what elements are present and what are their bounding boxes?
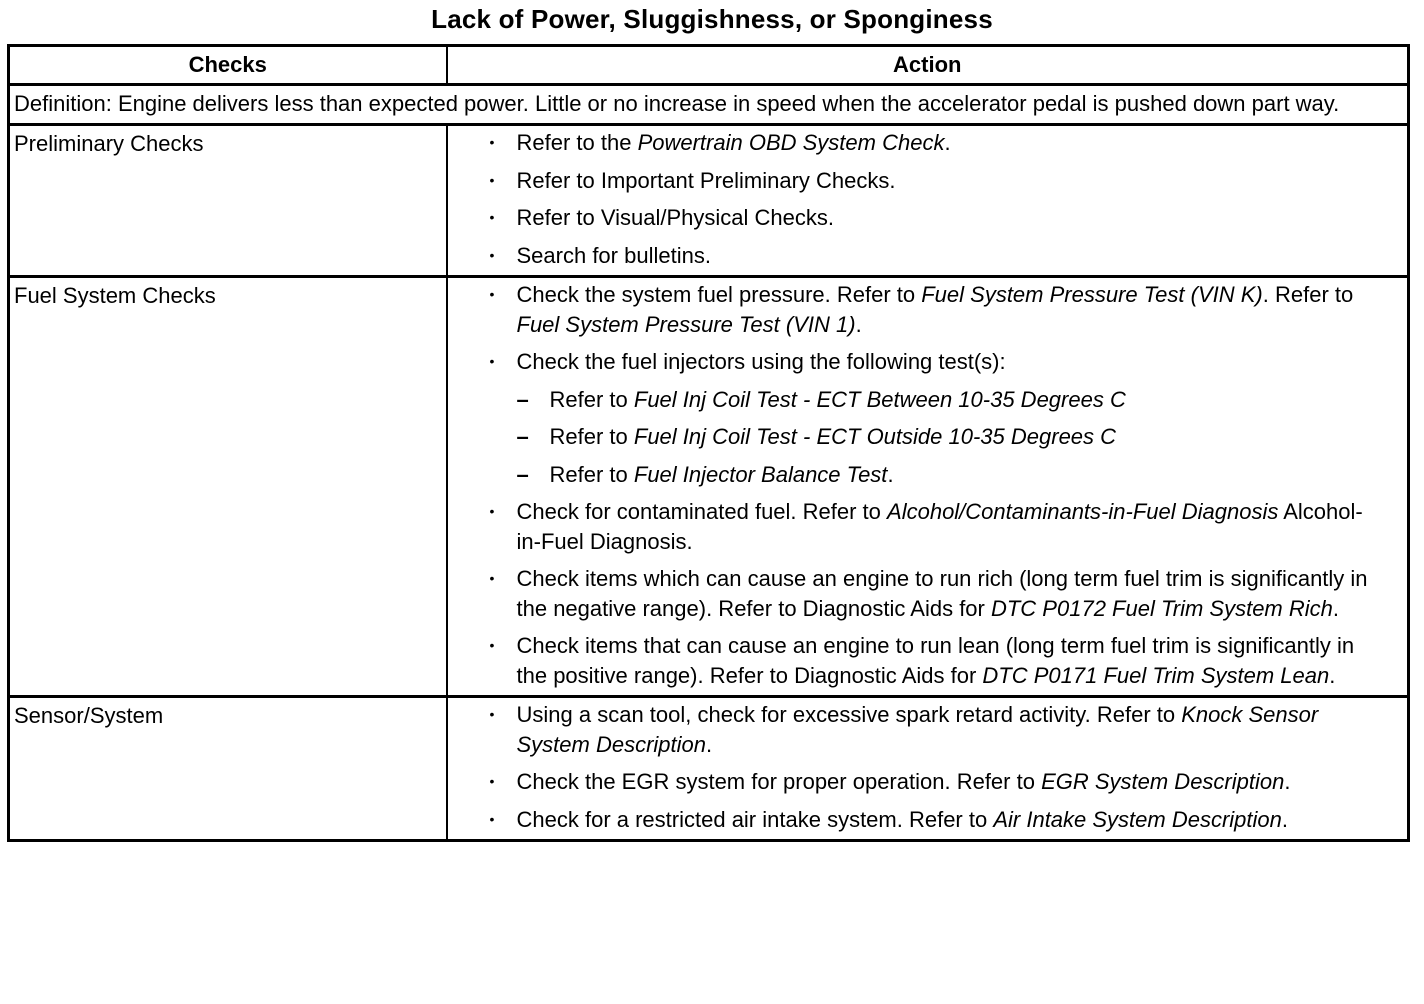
bullet-icon: •	[489, 246, 495, 263]
reference-link: Powertrain OBD System Check	[637, 130, 945, 155]
reference-link: DTC P0171 Fuel Trim System Lean	[982, 662, 1330, 688]
reference-link: Air Intake System Description	[993, 806, 1282, 832]
list-item: • Using a scan tool, check for excessive spark retard activity. Refer to Knock Sensor System Description.	[489, 702, 1319, 757]
fuel-system-actions	[447, 277, 1409, 697]
list-item: • Check items that can cause an engine to run lean (long term fuel trim is significantly in the positive range). Refer to Diagnostic Aids for DTC P0171 Fuel Trim System Lean.	[489, 633, 1355, 688]
reference-link: Fuel Injector Balance Test	[633, 461, 888, 487]
preliminary-row	[9, 125, 1409, 277]
list-item: • Check the system fuel pressure. Refer to Fuel System Pressure Test (VIN K). Refer to Fuel System Pressure Test (VIN 1).	[489, 282, 1354, 337]
reference-link: Fuel System Pressure Test (VIN 1)	[516, 311, 856, 337]
bullet-icon: •	[489, 773, 495, 789]
bullet-icon: •	[489, 209, 495, 225]
action-header: Action	[447, 46, 1409, 85]
definition-text: Definition: Engine delivers less than expected power. Little or no increase in speed when the accelerator pedal is pushed down part way.	[9, 85, 1409, 125]
sub-list-item: – Refer to Fuel Injector Balance Test.	[517, 460, 1384, 490]
fuel-system-checks-label: Fuel System Checks	[9, 277, 447, 697]
reference-link: Knock Sensor System Description	[516, 702, 1319, 757]
diagnosis-table	[7, 44, 1410, 842]
list-item: • Search for bulletins.	[448, 241, 1384, 271]
list-item: • Refer to the Powertrain OBD System Check.	[448, 128, 1384, 158]
sensor-system-row	[9, 697, 1409, 841]
list-item: • Check the EGR system for proper operation. Refer to EGR System Description.	[448, 767, 1384, 797]
sensor-system-actions	[447, 697, 1409, 841]
preliminary-checks-label: Preliminary Checks	[9, 125, 447, 277]
list-item: • Refer to Visual/Physical Checks.	[448, 203, 1384, 233]
bullet-icon: •	[489, 286, 495, 302]
bullet-icon: •	[489, 171, 495, 188]
list-item: • Check for a restricted air intake system. Refer to Air Intake System Description.	[448, 805, 1384, 835]
reference-link: Fuel Inj Coil Test - ECT Outside 10-35 Degrees C	[633, 424, 1117, 449]
reference-link: Alcohol/Contaminants-in-Fuel Diagnosis	[887, 499, 1279, 524]
reference-link: Fuel System Pressure Test (VIN K)	[921, 282, 1263, 307]
fuel-system-row	[9, 277, 1409, 697]
reference-link: Fuel Inj Coil Test - ECT Between 10-35 Degrees C	[633, 386, 1126, 412]
reference-link: EGR System Description	[1041, 769, 1285, 794]
bullet-icon: •	[489, 637, 495, 653]
bullet-icon: •	[489, 503, 495, 519]
sensor-system-label: Sensor/System	[9, 697, 447, 841]
bullet-icon: •	[489, 706, 495, 722]
checks-header: Checks	[9, 46, 447, 85]
preliminary-actions	[447, 125, 1409, 277]
bullet-icon: •	[489, 134, 495, 150]
dash-icon: –	[516, 386, 529, 412]
header-row	[9, 46, 1409, 85]
page-title: Lack of Power, Sluggishness, or Sponginess	[431, 4, 993, 34]
dash-icon: –	[516, 424, 529, 449]
list-item: • Check for contaminated fuel. Refer to Alcohol/Contaminants-in-Fuel Diagnosis Alcohol-in-Fuel Diagnosis.	[489, 499, 1363, 554]
list-item: • Check the fuel injectors using the following test(s): – Refer to Fuel Inj Coil Test - ECT Between 10-35 Degrees C – Refer to Fuel Inj Coil Test - ECT Outside 10-35 Degrees C – Refer to Fuel Injector Balance Test.	[448, 347, 1384, 489]
dash-icon: –	[516, 461, 529, 487]
sub-list-item: – Refer to Fuel Inj Coil Test - ECT Between 10-35 Degrees C	[517, 385, 1384, 415]
bullet-icon: •	[489, 810, 495, 827]
sub-list-item: – Refer to Fuel Inj Coil Test - ECT Outside 10-35 Degrees C	[517, 422, 1384, 452]
bullet-icon: •	[489, 353, 495, 369]
list-item: • Refer to Important Preliminary Checks.	[448, 166, 1384, 196]
bullet-icon: •	[489, 570, 495, 586]
reference-link: DTC P0172 Fuel Trim System Rich	[990, 595, 1333, 621]
definition-row	[9, 85, 1409, 125]
list-item: • Check items which can cause an engine to run rich (long term fuel trim is significantly in the negative range). Refer to Diagnostic Aids for DTC P0172 Fuel Trim System Rich.	[489, 566, 1368, 621]
